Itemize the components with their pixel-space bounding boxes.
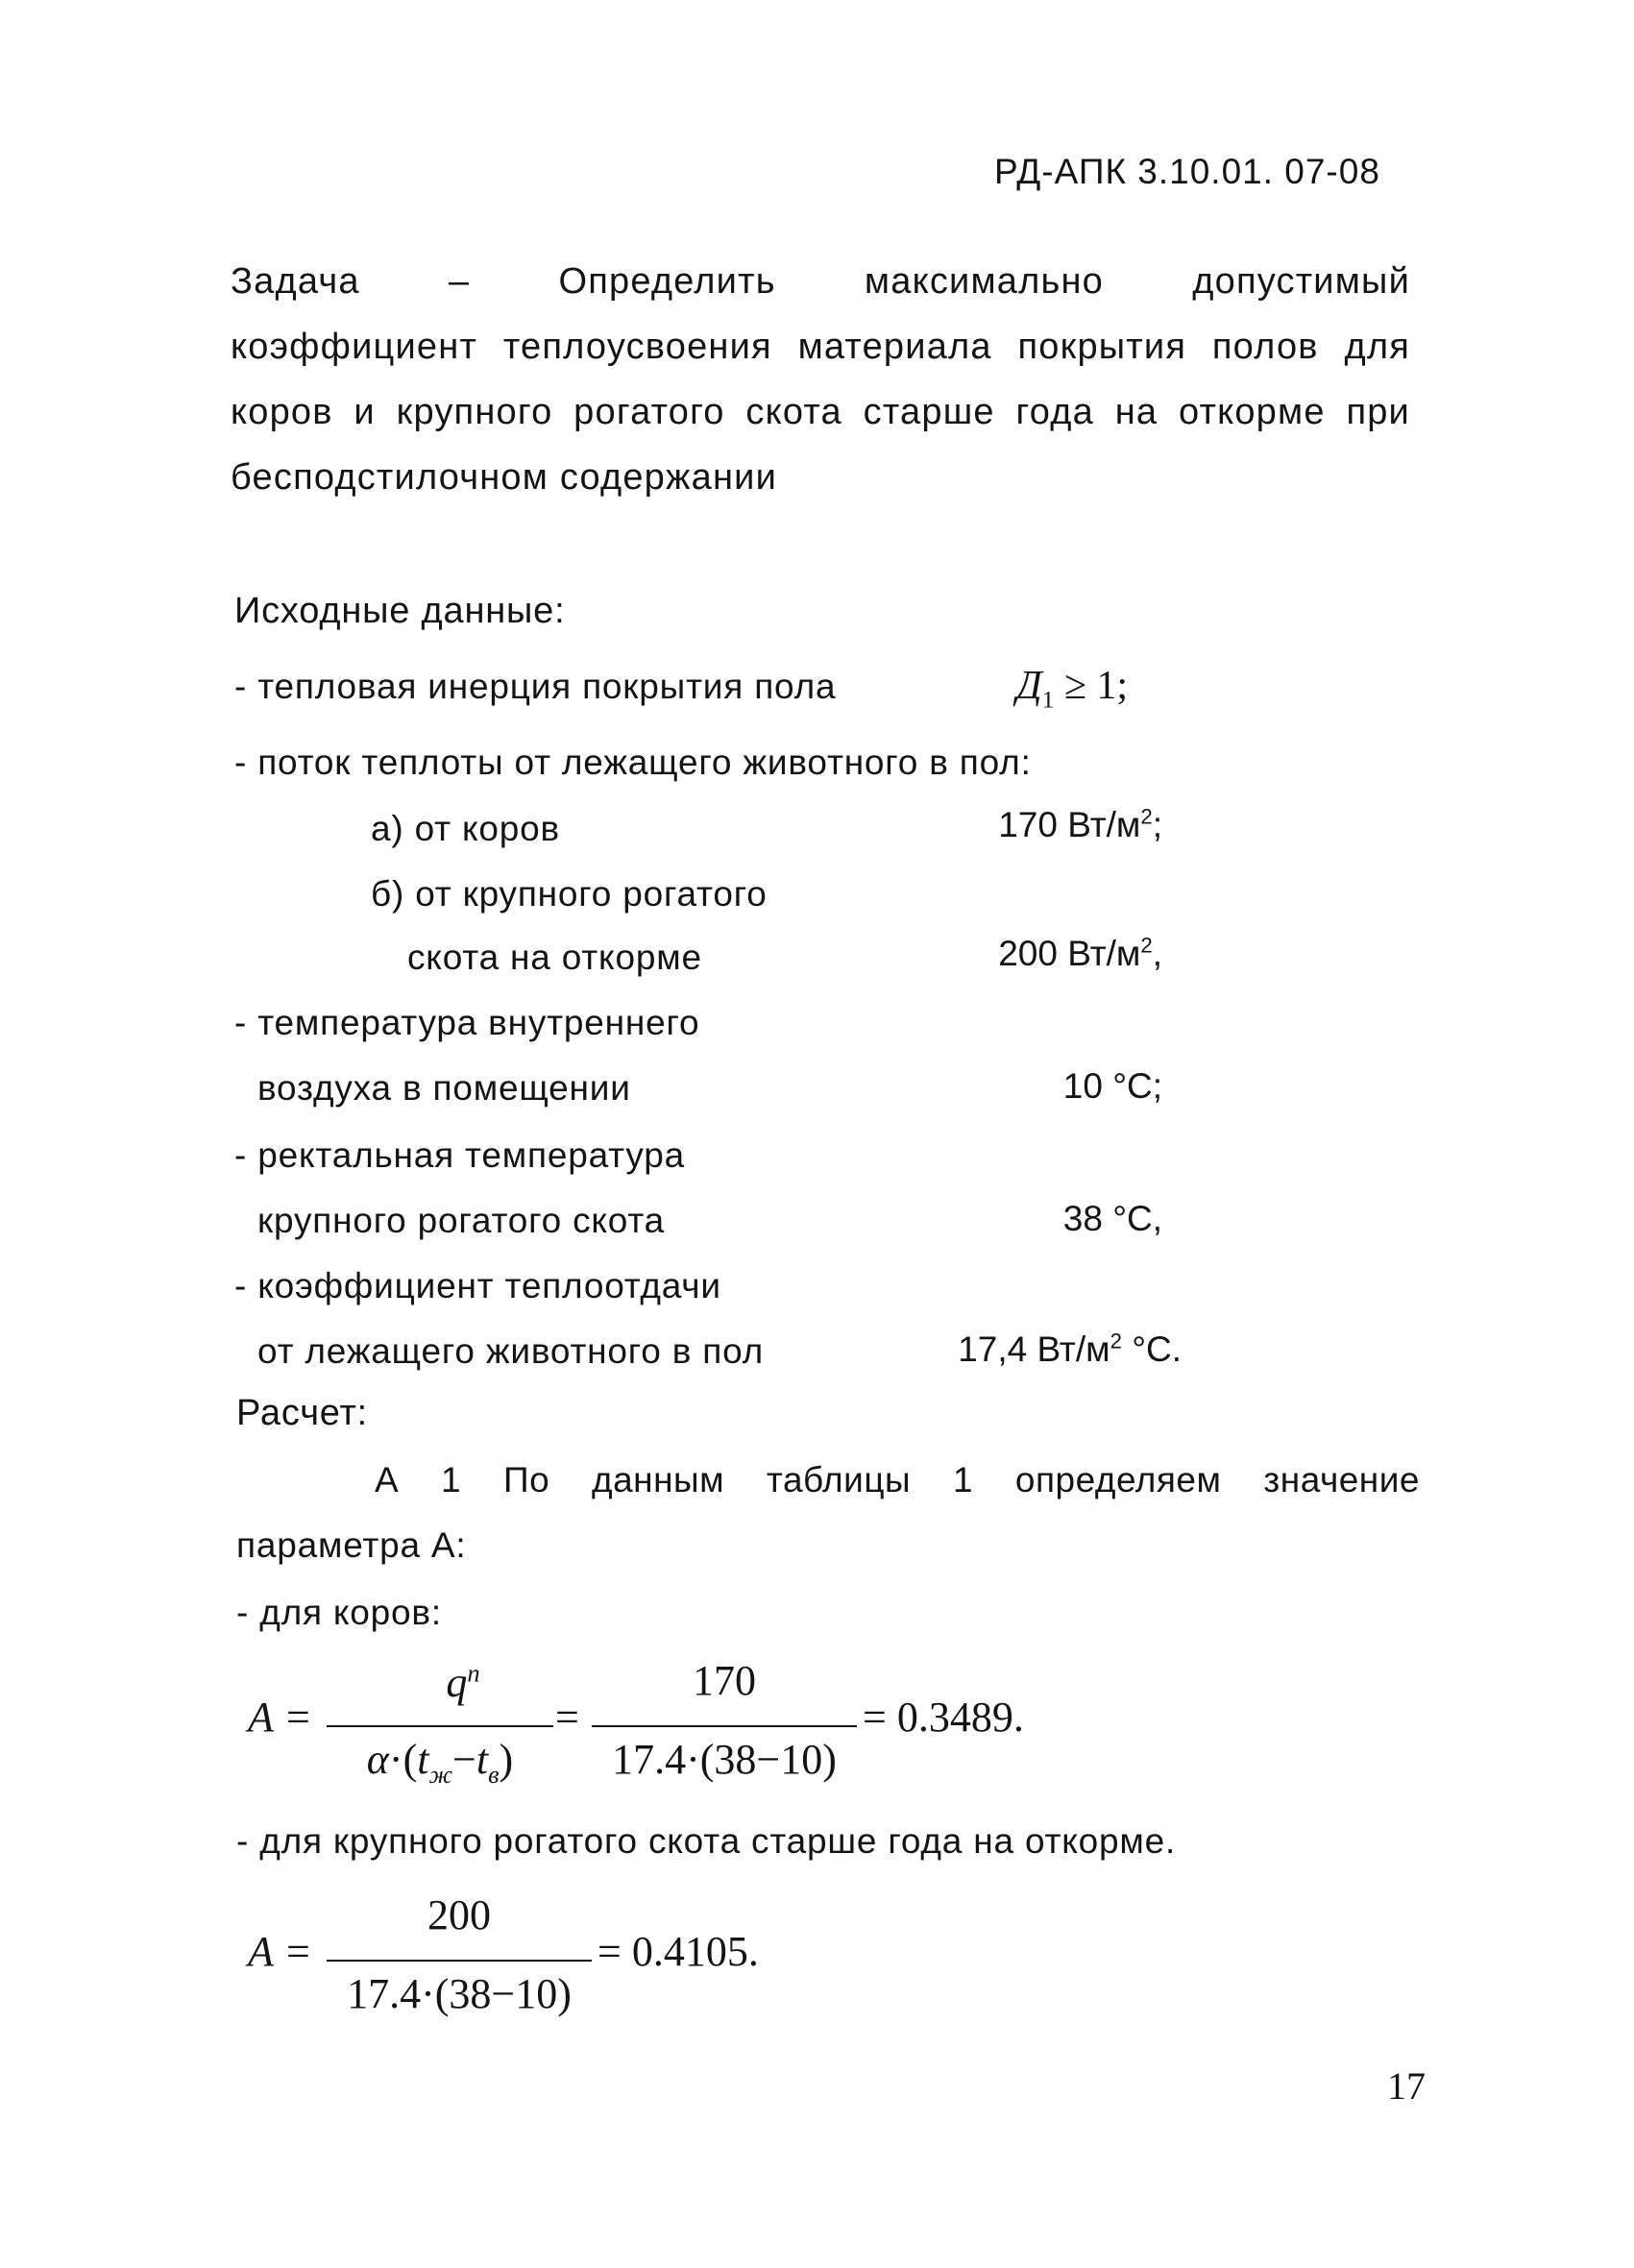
cattle-flux-value xyxy=(922,934,1162,974)
coef-exponent: 2 xyxy=(1110,1329,1122,1353)
cattle-flux-exponent: 2 xyxy=(1140,933,1153,958)
page-number: 17 xyxy=(1387,2064,1426,2108)
cattle-flux-label-2: скота на откорме xyxy=(407,938,702,977)
air-temp-label-1: - температура внутреннего xyxy=(234,1003,700,1042)
eq1-minus: − xyxy=(452,1736,476,1783)
eq1-t-body-sub: ж xyxy=(428,1759,453,1789)
rectal-temp-value: 38 °С, xyxy=(1062,1199,1162,1238)
task-line-4: бесподстилочном содержании xyxy=(231,457,778,498)
eq1-t-air: t xyxy=(476,1736,489,1783)
document-code: РД-АПК 3.10.01. 07-08 xyxy=(994,152,1380,191)
inertia-label: - тепловая инерция покрытия пола xyxy=(234,667,837,706)
eq1-q-superscript: п xyxy=(467,1658,480,1688)
rectal-temp-label-1: - ректальная температура xyxy=(234,1135,685,1175)
inertia-condition xyxy=(1016,663,1129,714)
eq1-q-symbol: q xyxy=(446,1659,468,1706)
eq1-denominator-2: 17.4·(38−10) xyxy=(612,1736,837,1783)
eq2-result: = 0.4105. xyxy=(598,1928,759,1975)
eq1-dot: · xyxy=(388,1736,403,1783)
a1-line-1: А 1 По данным таблицы 1 определяем значение xyxy=(375,1460,1420,1500)
air-temp-value: 10 °С; xyxy=(1062,1066,1162,1106)
cows-flux-exponent: 2 xyxy=(1140,804,1153,829)
eq1-denominator xyxy=(327,1735,553,1789)
calc-heading: Расчет: xyxy=(236,1393,369,1433)
a1-line-2: параметра А: xyxy=(236,1525,467,1565)
cattle-flux-tail: , xyxy=(1152,934,1162,973)
for-cows-label: - для коров: xyxy=(236,1593,442,1632)
eq1-t-body: t xyxy=(417,1736,429,1783)
eq2-numerator: 200 xyxy=(427,1891,491,1939)
coef-value xyxy=(865,1329,1182,1370)
inertia-symbol: Д xyxy=(1016,664,1042,708)
air-temp-label-2: воздуха в помещении xyxy=(257,1068,631,1108)
eq1-t-air-sub: в xyxy=(488,1759,500,1789)
task-line-2: коэффициент теплоусвоения материала покрытия полов для xyxy=(231,327,1410,367)
coef-number: 17,4 Вт/м xyxy=(958,1329,1110,1369)
cows-flux-number: 170 Вт/м xyxy=(998,805,1141,844)
task-line-1: Задача – Определить максимально допустимый xyxy=(231,261,1410,302)
cattle-flux-number: 200 Вт/м xyxy=(998,934,1141,973)
eq1-result: = 0.3489. xyxy=(863,1694,1024,1741)
eq1-fraction-bar-1 xyxy=(327,1725,553,1727)
input-heading: Исходные данные: xyxy=(234,591,566,631)
eq1-close-paren: ) xyxy=(499,1736,514,1783)
eq1-equals: = xyxy=(286,1694,310,1741)
flux-label: - поток теплоты от лежащего животного в пол: xyxy=(234,743,1032,782)
coef-label-1: - коэффициент теплоотдачи xyxy=(234,1266,721,1305)
cows-flux-value xyxy=(922,805,1162,845)
cows-flux-tail: ; xyxy=(1152,805,1162,844)
eq1-fraction-bar-2 xyxy=(592,1725,857,1727)
eq1-lhs: А xyxy=(248,1694,274,1741)
for-cattle-label: - для крупного рогатого скота старше года на откорме. xyxy=(236,1821,1177,1861)
eq1-open-paren: ( xyxy=(402,1736,418,1783)
coef-label-2: от лежащего животного в пол xyxy=(257,1331,765,1371)
eq1-equals-2: = xyxy=(555,1694,579,1741)
eq2-lhs: А xyxy=(248,1928,274,1975)
coef-tail: °С. xyxy=(1121,1329,1182,1369)
cattle-flux-label-1: б) от крупного рогатого xyxy=(371,874,768,914)
inertia-subscript: 1 xyxy=(1041,687,1055,714)
eq1-numerator-2: 170 xyxy=(693,1657,756,1704)
eq1-numerator xyxy=(405,1658,521,1707)
inertia-relation: ≥ 1; xyxy=(1063,664,1129,708)
eq1-alpha: α xyxy=(366,1736,389,1783)
rectal-temp-label-2: крупного рогатого скота xyxy=(257,1201,666,1240)
eq2-fraction-bar xyxy=(327,1960,592,1962)
eq2-denominator: 17.4·(38−10) xyxy=(347,1970,572,2017)
task-line-3: коров и крупного рогатого скота старше года на откорме при xyxy=(231,392,1410,432)
eq2-equals: = xyxy=(286,1928,310,1975)
cows-flux-label: а) от коров xyxy=(371,809,560,848)
